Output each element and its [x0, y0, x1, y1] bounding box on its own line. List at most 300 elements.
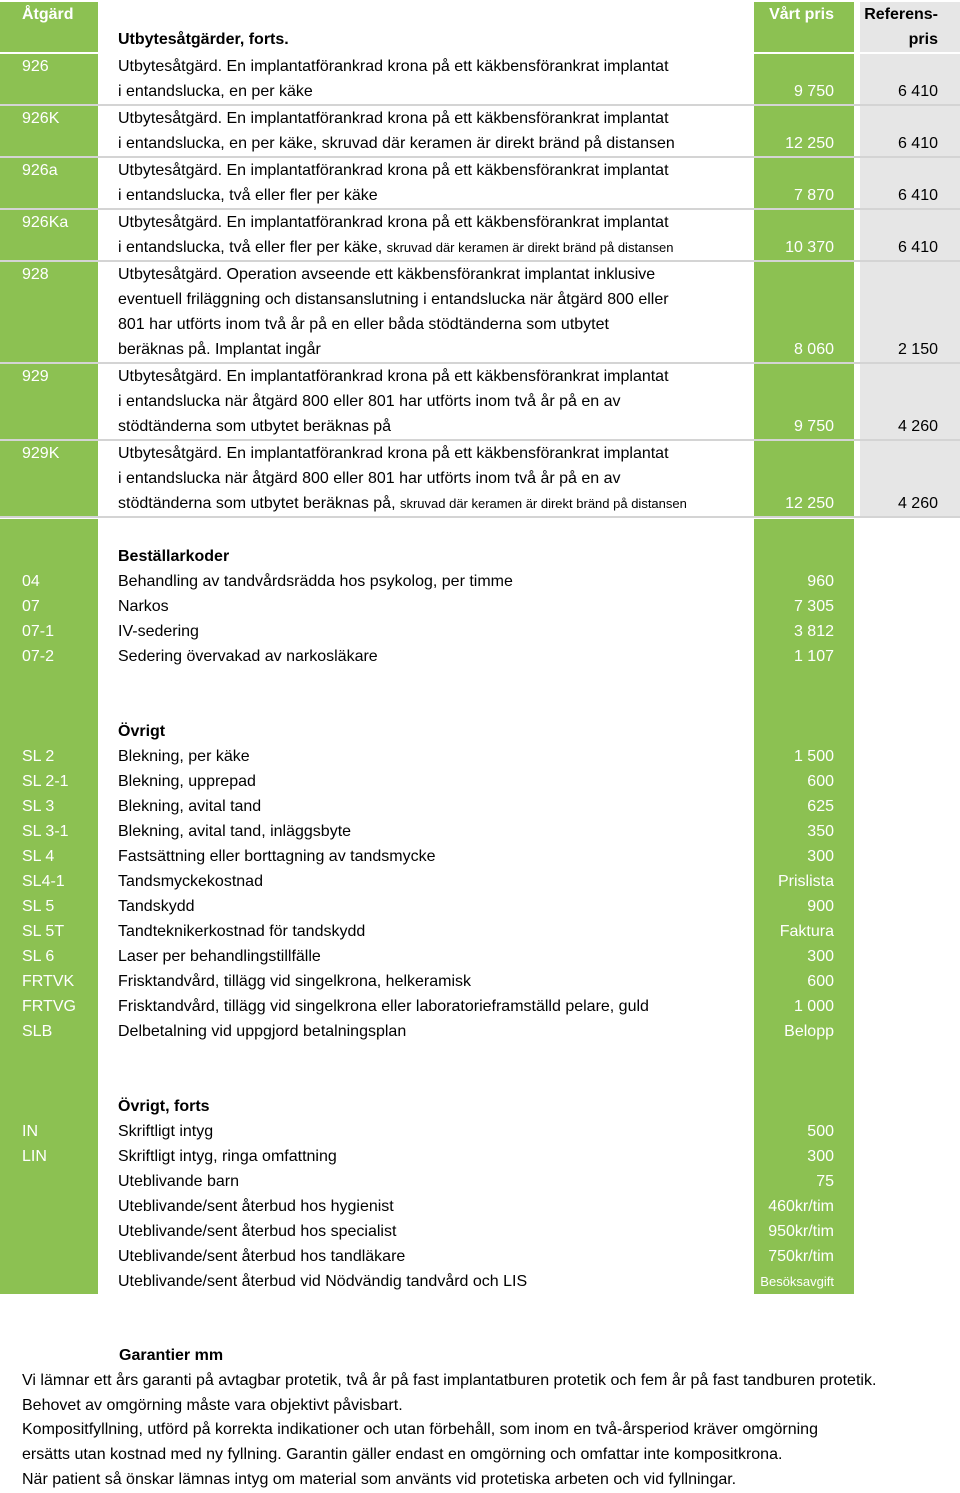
spacer: [754, 719, 834, 744]
desc-cell: [98, 54, 754, 104]
price-cell: [754, 694, 854, 719]
item-desc: Sedering övervakad av narkosläkare: [118, 648, 378, 665]
item-code: 07-2: [22, 648, 55, 665]
table-row: [0, 1244, 960, 1269]
item-desc-line: [118, 337, 754, 362]
spacer: [22, 79, 98, 104]
section-title: Utbytesåtgärder, forts.: [118, 31, 289, 48]
price-cell: [754, 1219, 854, 1244]
item-price: 350: [807, 823, 834, 840]
item-code: SL 3: [22, 798, 55, 815]
spacer: [754, 1069, 834, 1094]
section-title-row: [0, 544, 960, 569]
desc-cell: [98, 519, 754, 544]
desc-cell: [98, 769, 754, 794]
spacer: [754, 389, 834, 414]
item-code: SL 3-1: [22, 823, 69, 840]
desc-cell: [98, 744, 754, 769]
item-desc-note: skruvad där keramen är direkt bränd på distansen: [399, 496, 687, 511]
price-cell: [754, 619, 854, 644]
code-cell: [0, 1069, 98, 1094]
item-desc: Tandsmyckekostnad: [118, 873, 263, 890]
desc-cell: [98, 969, 754, 994]
item-desc-text: Utbytesåtgärd. En implantatförankrad krona på ett käkbensförankrat implantat: [118, 58, 669, 75]
item-code: [22, 1244, 98, 1269]
item-code: 07: [22, 598, 40, 615]
table-row: [0, 919, 960, 944]
code-cell: [0, 794, 98, 819]
table-row: [0, 364, 960, 441]
table-row: [0, 1169, 960, 1194]
guarantee-line: Behovet av omgörning måste vara objektivt påvisbart.: [22, 1396, 403, 1414]
ref-cell: [860, 54, 960, 104]
blank-cell: [860, 1269, 960, 1294]
ref-cell: [860, 106, 960, 156]
gap-row: [0, 1044, 960, 1069]
spacer: [754, 466, 834, 491]
spacer: [22, 519, 98, 544]
item-desc: Narkos: [118, 598, 169, 615]
blank-cell: [860, 819, 960, 844]
price-cell: [754, 1119, 854, 1144]
blank-cell: [860, 944, 960, 969]
price-cell: [754, 794, 854, 819]
item-price: Faktura: [779, 923, 834, 940]
guarantee-line: ersätts utan kostnad med ny fyllning. Garantin gäller endast en omgörning och omfattar inte kompositkrona.: [22, 1446, 783, 1464]
price-cell: [754, 364, 854, 439]
spacer: [860, 466, 938, 491]
code-cell: [0, 262, 98, 362]
table-row: [0, 569, 960, 594]
item-code: 928: [22, 266, 49, 283]
spacer: [860, 312, 938, 337]
code-cell: [0, 544, 98, 569]
code-cell: [0, 158, 98, 208]
item-desc: Behandling av tandvårdsrädda hos psykolog, per timme: [118, 573, 513, 590]
spacer: [22, 669, 98, 694]
price-cell: [754, 158, 854, 208]
desc-cell: [98, 1144, 754, 1169]
table-row: [0, 644, 960, 669]
blank-cell: [860, 1044, 960, 1069]
desc-cell: [98, 894, 754, 919]
blank-cell: [860, 519, 960, 544]
blank-cell: [860, 994, 960, 1019]
blank-cell: [860, 644, 960, 669]
section-title-row: [0, 1094, 960, 1119]
price-cell: [754, 994, 854, 1019]
code-cell: [0, 1044, 98, 1069]
item-desc: Frisktandvård, tillägg vid singelkrona eller laboratorieframställd pelare, guld: [118, 998, 649, 1015]
price-cell: [754, 894, 854, 919]
gap-row: [0, 1069, 960, 1094]
desc-cell: [98, 569, 754, 594]
price-cell: [754, 869, 854, 894]
code-cell: [0, 944, 98, 969]
item-code: 926a: [22, 162, 58, 179]
item-desc: Delbetalning vid uppgjord betalningsplan: [118, 1023, 407, 1040]
spacer: [754, 544, 834, 569]
header-ref-label-2: pris: [908, 31, 938, 48]
blank-cell: [860, 1144, 960, 1169]
code-cell: [0, 1144, 98, 1169]
blank-cell: [860, 719, 960, 744]
blank-cell: [860, 569, 960, 594]
item-desc-text: i entandslucka, två eller fler per käke,: [118, 239, 383, 256]
code-cell: [0, 644, 98, 669]
table-row: [0, 894, 960, 919]
item-desc: Blekning, avital tand: [118, 798, 262, 815]
blank-cell: [860, 844, 960, 869]
item-desc: Laser per behandlingstillfälle: [118, 948, 321, 965]
spacer: [22, 287, 98, 312]
item-code: LIN: [22, 1148, 47, 1165]
price-cell: [754, 1094, 854, 1119]
table-row: [0, 1019, 960, 1044]
code-cell: [0, 994, 98, 1019]
item-code: [22, 1269, 98, 1294]
table-row: [0, 744, 960, 769]
item-price: 1 000: [793, 998, 834, 1015]
spacer: [860, 389, 938, 414]
price-cell: [754, 719, 854, 744]
code-cell: [0, 1269, 98, 1294]
price-cell: [754, 1044, 854, 1069]
item-desc-text: Utbytesåtgärd. En implantatförankrad krona på ett käkbensförankrat implantat: [118, 445, 669, 462]
item-desc-line: [118, 262, 754, 287]
desc-cell: [98, 1044, 754, 1069]
item-price: 1 500: [793, 748, 834, 765]
price-cell: [754, 969, 854, 994]
item-desc-text: 801 har utförts inom två år på en eller båda stödtänderna som utbytet: [118, 316, 609, 333]
blank-cell: [860, 1219, 960, 1244]
spacer: [754, 441, 834, 466]
code-cell: [0, 106, 98, 156]
table-row: [0, 844, 960, 869]
blank-cell: [860, 794, 960, 819]
code-cell: [0, 364, 98, 439]
item-price: 300: [807, 948, 834, 965]
item-ref-price: 2 150: [897, 341, 938, 358]
item-desc-text: i entandslucka, en per käke: [118, 83, 313, 100]
table-row: [0, 158, 960, 210]
code-cell: [0, 894, 98, 919]
item-code: FRTVG: [22, 998, 76, 1015]
item-code: SL4-1: [22, 873, 65, 890]
spacer: [754, 364, 834, 389]
item-desc: Uteblivande/sent återbud hos specialist: [118, 1223, 397, 1240]
item-price: 7 305: [793, 598, 834, 615]
item-code: SL 2-1: [22, 773, 69, 790]
item-code: 926K: [22, 110, 60, 127]
item-price: Belopp: [784, 1023, 834, 1040]
price-cell: [754, 669, 854, 694]
price-cell: [754, 769, 854, 794]
item-desc-line: [118, 414, 754, 439]
blank-cell: [860, 1119, 960, 1144]
item-code: SL 2: [22, 748, 55, 765]
code-cell: [0, 1119, 98, 1144]
item-price: 12 250: [785, 135, 834, 152]
ref-cell: [860, 441, 960, 516]
code-cell: [0, 441, 98, 516]
item-price: Prislista: [777, 873, 834, 890]
header-code-label: Åtgärd: [22, 6, 74, 23]
code-cell: [0, 210, 98, 260]
spacer: [860, 158, 938, 183]
spacer: [860, 262, 938, 287]
spacer: [22, 1069, 98, 1094]
item-desc: Skriftligt intyg: [118, 1123, 214, 1140]
spacer: [754, 287, 834, 312]
table-row: [0, 1194, 960, 1219]
item-code: SL 5T: [22, 923, 65, 940]
spacer: [754, 312, 834, 337]
spacer: [754, 106, 834, 131]
item-price: Besöksavgift: [760, 1274, 834, 1289]
header-ref-cell: [860, 2, 960, 52]
blank-cell: [860, 619, 960, 644]
spacer: [754, 669, 834, 694]
spacer: [118, 1044, 754, 1069]
section-heading: Övrigt, forts: [118, 1098, 210, 1115]
desc-cell: [98, 1244, 754, 1269]
blank-cell: [860, 769, 960, 794]
spacer: [860, 441, 938, 466]
code-cell: [0, 744, 98, 769]
item-desc-line: [118, 106, 754, 131]
desc-cell: [98, 210, 754, 260]
item-code: SLB: [22, 1023, 53, 1040]
price-cell: [754, 1019, 854, 1044]
spacer: [118, 519, 754, 544]
item-ref-price: 4 260: [897, 495, 938, 512]
spacer: [860, 54, 938, 79]
item-price: 9 750: [793, 418, 834, 435]
header-price-cell: [754, 2, 854, 52]
price-cell: [754, 844, 854, 869]
item-price: 750kr/tim: [768, 1248, 834, 1265]
desc-cell: [98, 719, 754, 744]
spacer: [22, 1044, 98, 1069]
desc-cell: [98, 1069, 754, 1094]
blank-cell: [860, 1244, 960, 1269]
spacer: [22, 389, 98, 414]
price-cell: [754, 441, 854, 516]
price-cell: [754, 1244, 854, 1269]
price-cell: [754, 262, 854, 362]
item-desc: Skriftligt intyg, ringa omfattning: [118, 1148, 337, 1165]
ref-cell: [860, 364, 960, 439]
spacer: [22, 694, 98, 719]
item-price: 75: [816, 1173, 834, 1190]
header-price-label: Vårt pris: [769, 6, 834, 23]
blank-cell: [860, 1094, 960, 1119]
table-row: [0, 594, 960, 619]
table-row: [0, 769, 960, 794]
item-price: 600: [807, 973, 834, 990]
item-code: IN: [22, 1123, 38, 1140]
blank-cell: [860, 969, 960, 994]
item-desc-text: Utbytesåtgärd. En implantatförankrad krona på ett käkbensförankrat implantat: [118, 162, 669, 179]
spacer: [754, 1044, 834, 1069]
code-cell: [0, 819, 98, 844]
desc-cell: [98, 441, 754, 516]
price-cell: [754, 1269, 854, 1294]
item-desc-text: Utbytesåtgärd. En implantatförankrad krona på ett käkbensförankrat implantat: [118, 110, 669, 127]
ref-cell: [860, 210, 960, 260]
item-ref-price: 6 410: [897, 135, 938, 152]
code-cell: [0, 694, 98, 719]
desc-cell: [98, 944, 754, 969]
table-row: [0, 210, 960, 262]
spacer: [22, 414, 98, 439]
ref-cell: [860, 262, 960, 362]
price-cell: [754, 594, 854, 619]
code-cell: [0, 844, 98, 869]
item-price: 3 812: [793, 623, 834, 640]
item-desc-text: Utbytesåtgärd. Operation avseende ett käkbensförankrat implantat inklusive: [118, 266, 656, 283]
desc-cell: [98, 544, 754, 569]
table-header: [0, 2, 960, 52]
guarantee-line: När patient så önskar lämnas intyg om material som använts vid protetiska arbeten och vid fyllningar.: [22, 1470, 737, 1488]
item-desc-text: Utbytesåtgärd. En implantatförankrad krona på ett käkbensförankrat implantat: [118, 214, 669, 231]
header-code-cell: [0, 2, 98, 52]
code-cell: [0, 594, 98, 619]
price-cell: [754, 644, 854, 669]
desc-cell: [98, 844, 754, 869]
spacer: [754, 1094, 834, 1119]
item-code: SL 6: [22, 948, 55, 965]
price-cell: [754, 744, 854, 769]
gap-row: [0, 694, 960, 719]
item-price: 960: [807, 573, 834, 590]
section-heading: Övrigt: [118, 723, 166, 740]
item-desc-line: [118, 158, 754, 183]
code-cell: [0, 1094, 98, 1119]
code-cell: [0, 54, 98, 104]
item-desc-line: [118, 131, 754, 156]
table-row: [0, 1269, 960, 1294]
desc-cell: [98, 1194, 754, 1219]
price-cell: [754, 1069, 854, 1094]
spacer: [22, 719, 98, 744]
item-desc: Tandskydd: [118, 898, 195, 915]
code-cell: [0, 1019, 98, 1044]
spacer: [754, 158, 834, 183]
table-row: [0, 969, 960, 994]
blank-cell: [860, 894, 960, 919]
desc-cell: [98, 619, 754, 644]
code-cell: [0, 719, 98, 744]
item-price: 300: [807, 1148, 834, 1165]
blank-cell: [860, 669, 960, 694]
table-row: [0, 1219, 960, 1244]
item-code: [22, 1194, 98, 1219]
price-cell: [754, 54, 854, 104]
item-desc-text: beräknas på. Implantat ingår: [118, 341, 321, 358]
spacer: [22, 1094, 98, 1119]
guarantee-section: [22, 1344, 952, 1493]
desc-cell: [98, 794, 754, 819]
header-ref-label: Referens-: [864, 6, 938, 23]
spacer: [22, 235, 98, 260]
code-cell: [0, 769, 98, 794]
item-price: 1 107: [793, 648, 834, 665]
item-desc: Uteblivande/sent återbud hos hygienist: [118, 1198, 394, 1215]
item-code: 926Ka: [22, 214, 69, 231]
desc-cell: [98, 1169, 754, 1194]
desc-cell: [98, 106, 754, 156]
blank-cell: [860, 919, 960, 944]
table-row: [0, 944, 960, 969]
spacer: [754, 27, 834, 52]
item-desc-text: stödtänderna som utbytet beräknas på: [118, 418, 392, 435]
item-price: 600: [807, 773, 834, 790]
item-desc-text: i entandslucka när åtgärd 800 eller 801 har utförts inom två år på en av: [118, 393, 621, 410]
desc-cell: [98, 262, 754, 362]
code-cell: [0, 519, 98, 544]
table-row: [0, 819, 960, 844]
item-price: 8 060: [793, 341, 834, 358]
item-code: FRTVK: [22, 973, 75, 990]
item-desc-line: [118, 210, 754, 235]
desc-cell: [98, 694, 754, 719]
desc-cell: [98, 1269, 754, 1294]
item-code: SL 4: [22, 848, 55, 865]
item-desc-text: stödtänderna som utbytet beräknas på,: [118, 495, 396, 512]
table-row: [0, 441, 960, 518]
item-ref-price: 6 410: [897, 239, 938, 256]
spacer: [860, 106, 938, 131]
table-row: [0, 994, 960, 1019]
blank-cell: [860, 694, 960, 719]
item-desc-line: [118, 79, 754, 104]
item-desc-line: [118, 287, 754, 312]
section-title-row: [0, 719, 960, 744]
item-desc: Blekning, avital tand, inläggsbyte: [118, 823, 352, 840]
table-row: [0, 794, 960, 819]
desc-cell: [98, 819, 754, 844]
guarantee-line: Vi lämnar ett års garanti på avtagbar protetik, två år på fast implantatburen protetik och fem år på fast tandburen protetik.: [22, 1371, 877, 1389]
item-desc: Blekning, upprepad: [118, 773, 256, 790]
item-desc-text: i entandslucka när åtgärd 800 eller 801 har utförts inom två år på en av: [118, 470, 621, 487]
blank-cell: [860, 1169, 960, 1194]
item-desc: Uteblivande/sent återbud hos tandläkare: [118, 1248, 406, 1265]
item-desc-note: skruvad där keramen är direkt bränd på distansen: [386, 240, 674, 255]
spacer: [22, 131, 98, 156]
item-price: 7 870: [793, 187, 834, 204]
code-cell: [0, 669, 98, 694]
guarantee-line: Kompositfyllning, utförd på korrekta indikationer och utan förbehåll, som inom en två-årsperiod kräver omgörning: [22, 1421, 818, 1439]
spacer: [22, 27, 98, 52]
code-cell: [0, 1194, 98, 1219]
code-cell: [0, 919, 98, 944]
spacer: [118, 669, 754, 694]
desc-cell: [98, 994, 754, 1019]
desc-cell: [98, 364, 754, 439]
price-cell: [754, 919, 854, 944]
spacer: [860, 364, 938, 389]
item-desc: Fastsättning eller borttagning av tandsmycke: [118, 848, 436, 865]
spacer: [860, 210, 938, 235]
item-price: 460kr/tim: [768, 1198, 834, 1215]
price-cell: [754, 1194, 854, 1219]
price-cell: [754, 819, 854, 844]
item-desc: Frisktandvård, tillägg vid singelkrona, helkeramisk: [118, 973, 472, 990]
table-row: [0, 262, 960, 364]
desc-cell: [98, 594, 754, 619]
